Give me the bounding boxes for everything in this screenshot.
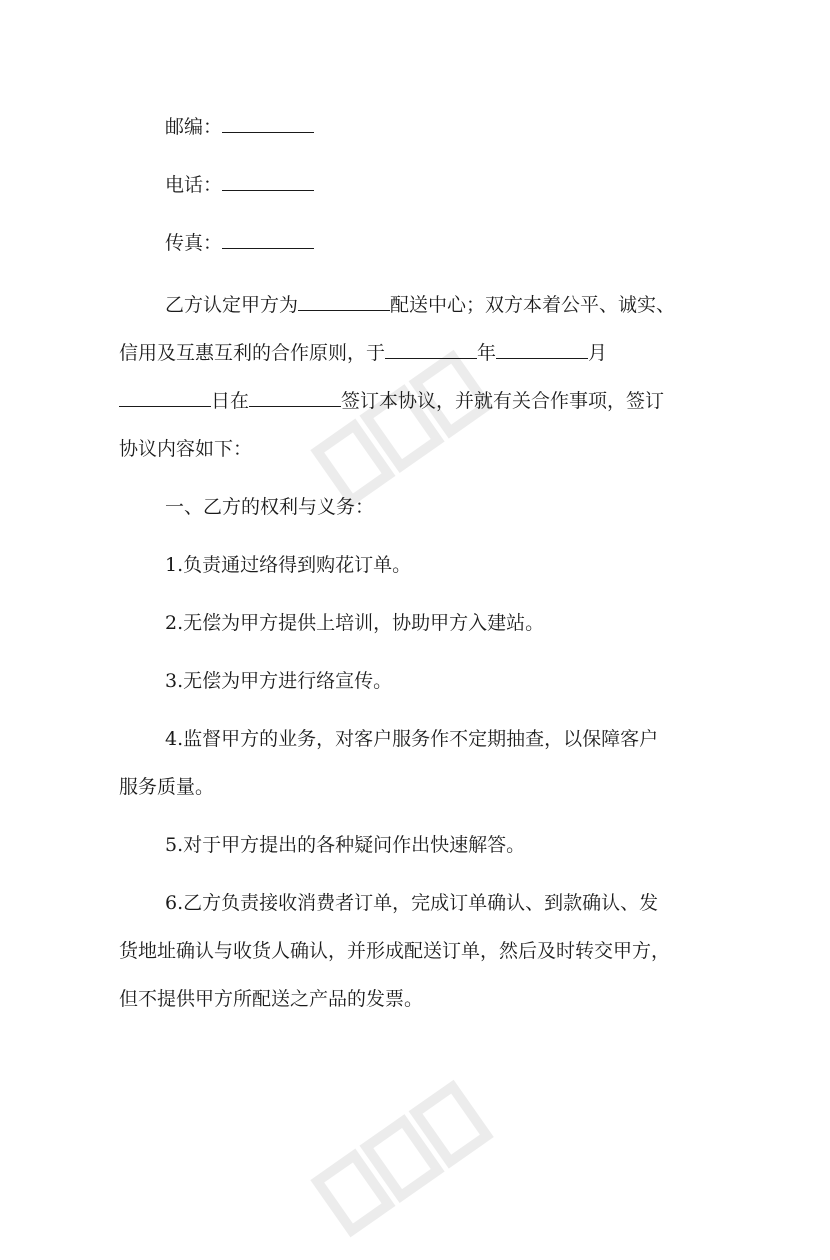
intro-line-4 <box>119 430 725 488</box>
postcode-label: 邮编： <box>165 116 223 138</box>
month-blank <box>496 336 588 359</box>
year-blank <box>385 336 477 359</box>
postcode-blank <box>222 110 314 133</box>
intro-line-1 <box>165 286 725 334</box>
section-1-heading: 一、乙方的权利与义务： <box>165 496 375 518</box>
postcode-row <box>165 108 725 166</box>
intro-line-2 <box>119 334 725 382</box>
phone-row <box>165 166 725 224</box>
intro-text-3a: 日在 <box>211 390 250 412</box>
fax-row <box>165 224 725 282</box>
list-item-6-cont-1: 货地址确认与收货人确认，并形成配送订单，然后及时转交甲方， <box>119 940 671 962</box>
list-item-4: 4.监督甲方的业务，对客户服务作不定期抽查，以保障客户 <box>165 728 659 750</box>
intro-text-3b: 签订本协议，并就有关合作事项，签订 <box>341 390 665 412</box>
list-item-6-cont-2: 但不提供甲方所配送之产品的发票。 <box>119 988 424 1010</box>
intro-text-2b: 年 <box>477 342 497 364</box>
intro-text-2a: 信用及互惠互利的合作原则，于 <box>119 342 386 364</box>
list-item-1: 1.负责通过络得到购花订单。 <box>165 554 412 576</box>
day-blank <box>119 384 211 407</box>
intro-text-2c: 月 <box>588 342 608 364</box>
intro-text-4: 协议内容如下： <box>119 438 253 460</box>
intro-text-1a: 乙方认定甲方为 <box>165 294 299 316</box>
intro-paragraph <box>119 286 725 488</box>
watermark-logo-bottom <box>300 1060 500 1260</box>
center-name-blank <box>298 288 390 311</box>
place-blank <box>249 384 341 407</box>
list-item-4-cont: 服务质量。 <box>119 776 215 798</box>
fax-blank <box>222 226 314 249</box>
list-item-2: 2.无偿为甲方提供上培训，协助甲方入建站。 <box>165 612 545 634</box>
fax-label: 传真： <box>165 232 223 254</box>
list-item-6: 6.乙方负责接收消费者订单，完成订单确认、到款确认、发 <box>165 892 659 914</box>
phone-blank <box>222 168 314 191</box>
phone-label: 电话： <box>165 174 223 196</box>
list-item-3: 3.无偿为甲方进行络宣传。 <box>165 670 393 692</box>
intro-text-1b: 配送中心；双方本着公平、诚实、 <box>390 294 676 316</box>
list-item-5: 5.对于甲方提出的各种疑问作出快速解答。 <box>165 834 526 856</box>
document-body <box>119 108 725 1028</box>
intro-line-3 <box>119 382 725 430</box>
